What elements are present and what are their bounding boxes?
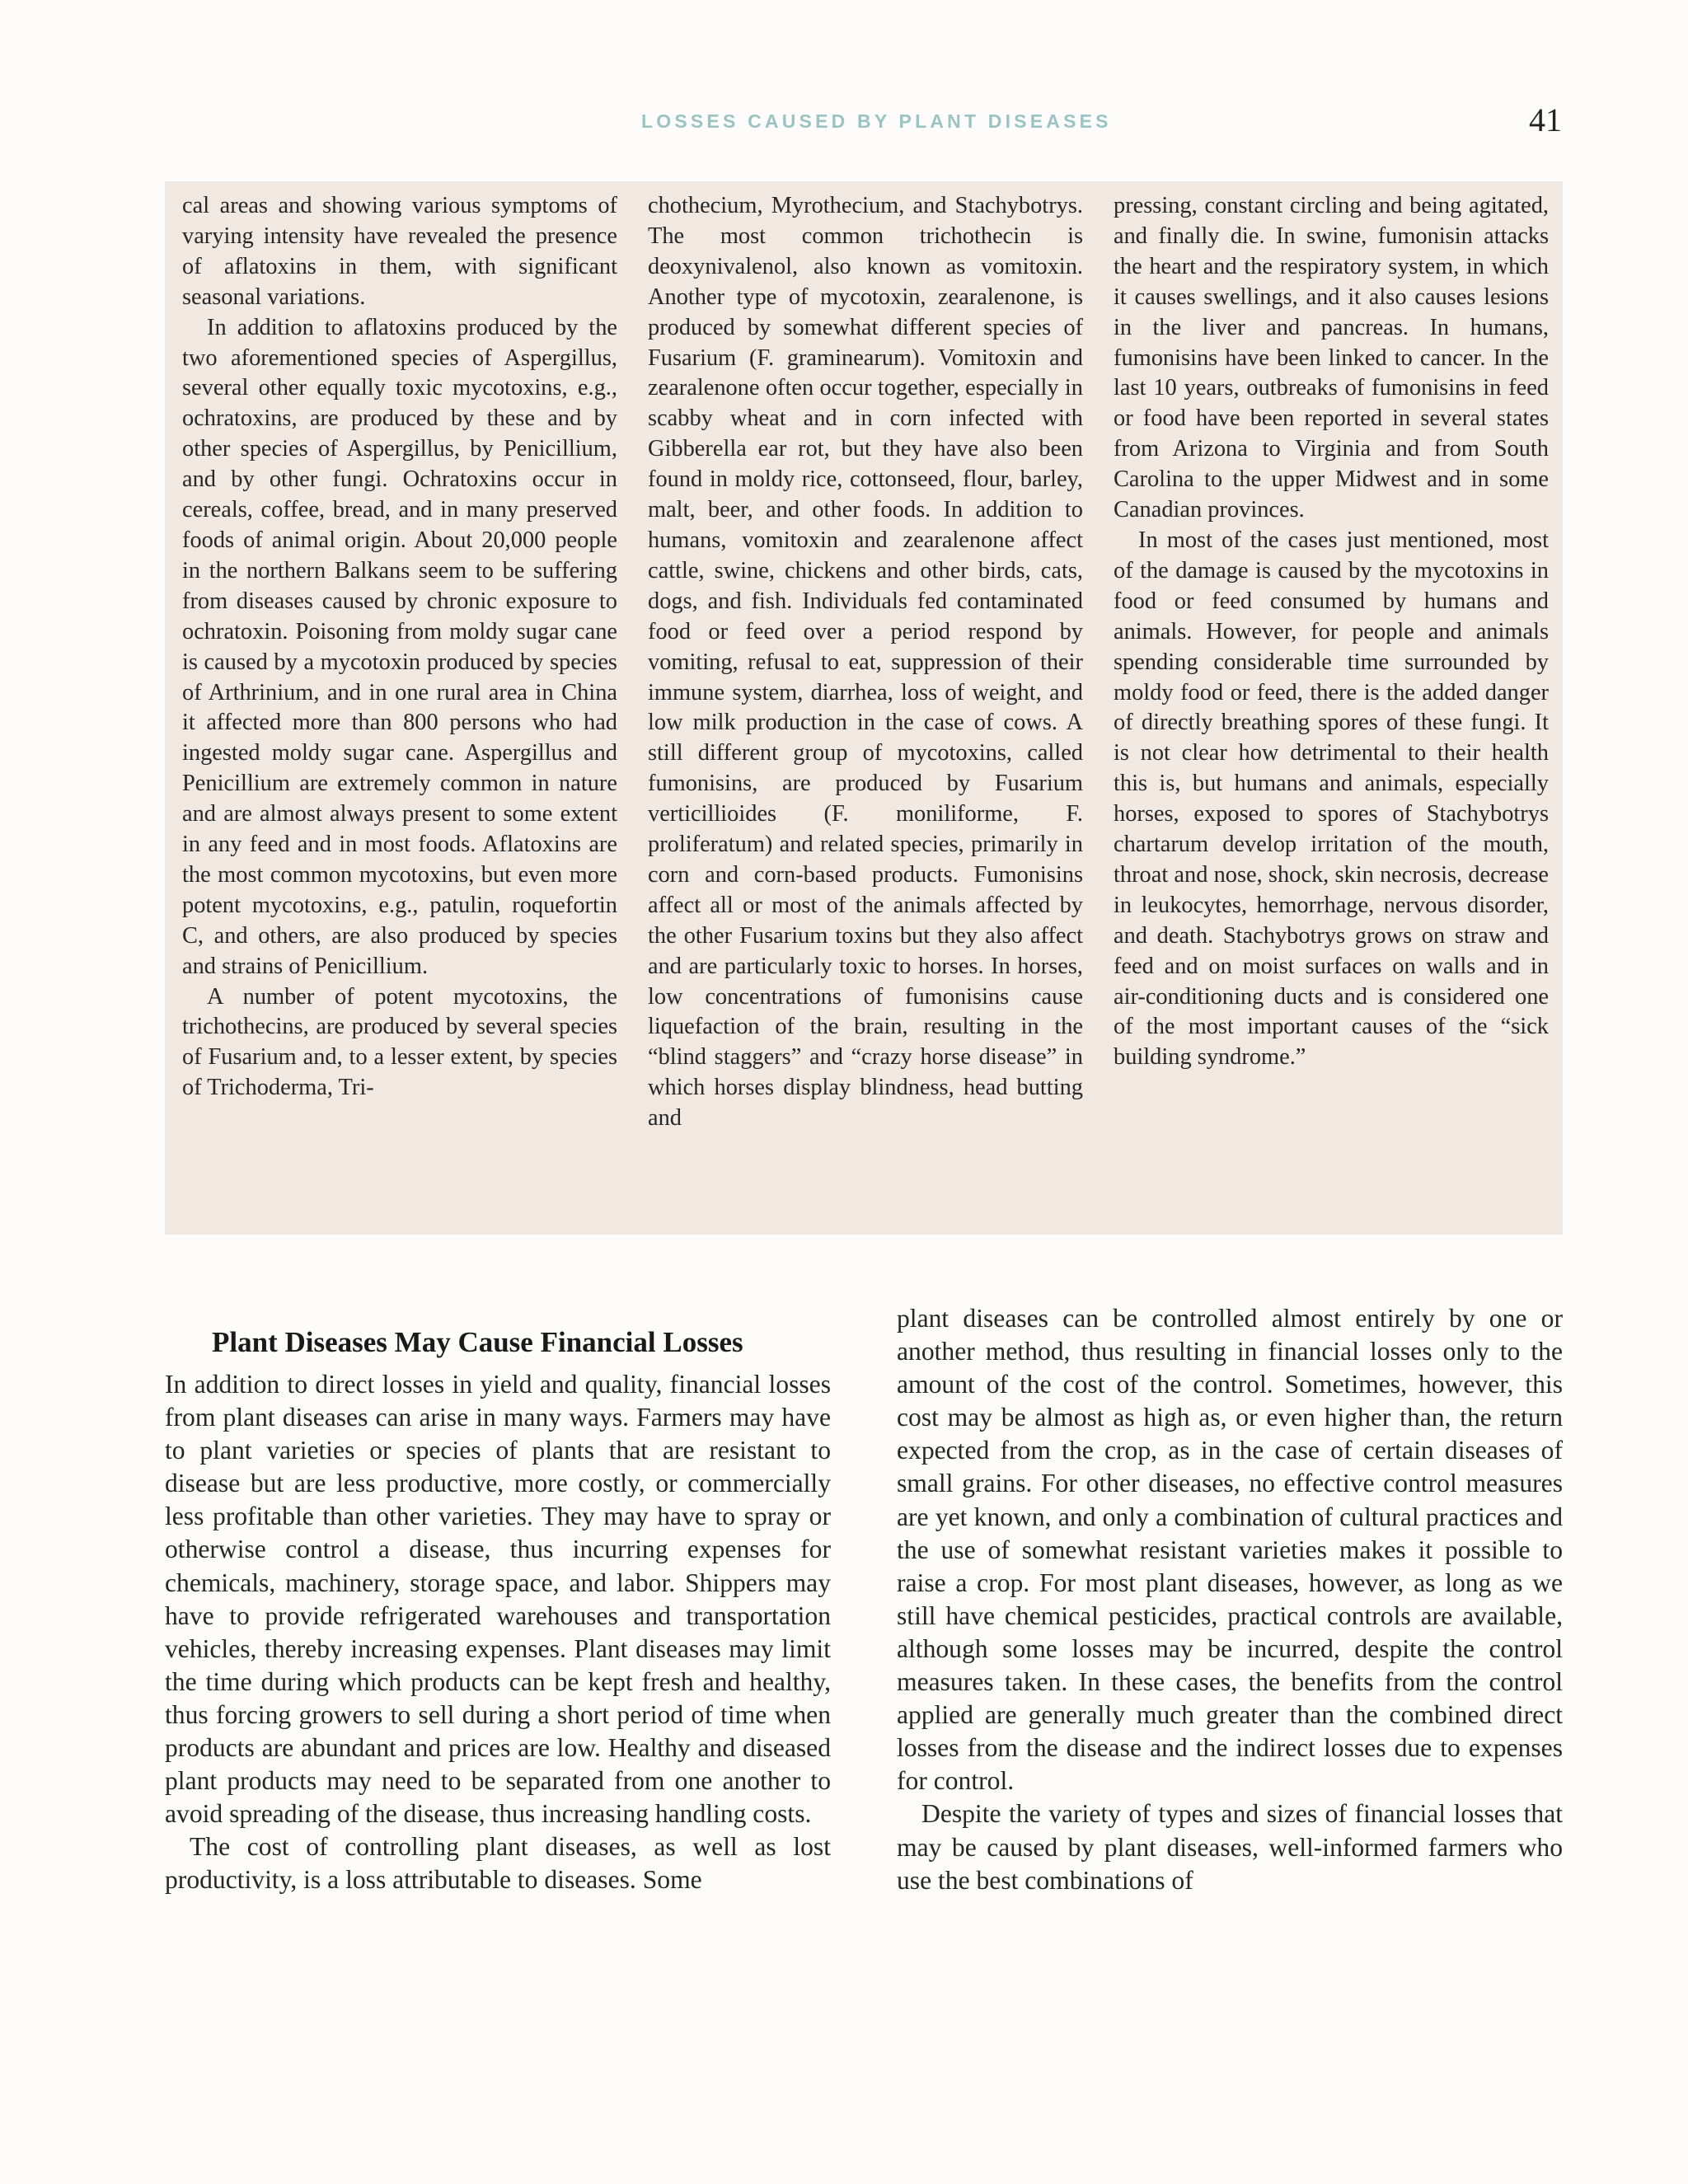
paragraph: In addition to direct losses in yield and quality, financial losses from plant diseases can arise in many ways. Farmers may have to plant varieties or species of plants that are resistant to disease but are less productive, more costly, or commercially less profitable than other varieties. They may have to spray or otherwise control a disease, thus incurring expenses for chemicals, machinery, storage space, and labor. Shippers may have to provide refrigerated warehouses and transportation vehicles, thereby increasing expenses. Plant diseases may limit the time during which products can be kept fresh and healthy, thus forcing growers to sell during a short period of time when products are abundant and prices are low. Healthy and diseased plant products may need to be separated from one another to avoid spreading of the disease, thus increasing handling costs. (165, 1370, 831, 1829)
section-heading: Plant Diseases May Cause Financial Losses (212, 1326, 743, 1359)
paragraph: Despite the variety of types and sizes of financial losses that may be caused by plant diseases, well-informed farmers who use the best combinations of (897, 1799, 1563, 1895)
paragraph: The cost of controlling plant diseases, as well as lost productivity, is a loss attributable to diseases. Some (165, 1832, 831, 1895)
paragraph: plant diseases can be controlled almost entirely by one or another method, thus resulting in financial losses only to the amount of the cost of the control. Sometimes, however, this cost may be almost as high as, or even higher than, the return expected from the crop, as in the case of certain diseases of small grains. For other diseases, no effective control measures are yet known, and only a combination of cultural practices and the use of somewhat resistant varieties makes it possible to raise a crop. For most plant diseases, however, as long as we still have chemical pesticides, practical controls are available, although some losses may be incurred, despite the control measures taken. In these cases, the benefits from the control applied are generally much greater than the combined direct losses from the disease and the indirect losses due to expenses for control. (897, 1304, 1563, 1796)
paragraph: pressing, constant circling and being agitated, and finally die. In swine, fumonisin attacks the heart and the respiratory system, in which it causes swellings, and it also causes lesions in the liver and pancreas. In humans, fumonisins have been linked to cancer. In the last 10 years, outbreaks of fumonisins in feed or food have been reported in several states from Arizona to Virginia and from South Carolina to the upper Midwest and in some Canadian provinces. (1114, 193, 1549, 523)
paragraph: In addition to aflatoxins produced by the two aforementioned species of Aspergillus, several other equally toxic mycotoxins, e.g., ochratoxins, are produced by these and by other species of Aspergillus, by Penicillium, and by other fungi. Ochratoxins occur in cereals, coffee, bread, and in many preserved foods of animal origin. About 20,000 people in the northern Balkans seem to be suffering from diseases caused by chronic exposure to ochratoxin. Poisoning from moldy sugar cane is caused by a mycotoxin produced by species of Arthrinium, and in one rural area in China it affected more than 800 persons who had ingested moldy sugar cane. Aspergillus and Penicillium are extremely common in nature and are almost always present to some extent in any feed and in most foods. Aflatoxins are the most common mycotoxins, but even more potent mycotoxins, e.g., patulin, roquefortin C, and others, are also produced by species and strains of Penicillium. (182, 314, 617, 979)
mycotoxin-sidebar-box (165, 181, 1563, 1235)
box-column-2 (648, 191, 1083, 1134)
paragraph: In most of the cases just mentioned, most of the damage is caused by the mycotoxins in food or feed consumed by humans and animals. However, for people and animals spending considerable time surrounded by moldy food or feed, there is the added danger of directly breathing spores of these fungi. It is not clear how detrimental to their health this is, but humans and animals, especially horses, exposed to spores of Stachybotrys chartarum develop irritation of the mouth, throat and nose, shock, skin necrosis, decrease in leukocytes, hemorrhage, nervous disorder, and death. Stachybotrys grows on straw and feed and on moist surfaces on walls and in air-conditioning ducts and is considered one of the most important causes of the “sick building syndrome.” (1114, 527, 1549, 1071)
paragraph: A number of potent mycotoxins, the trichothecins, are produced by several species of Fusarium and, to a lesser extent, by species of Trichoderma, Tri- (182, 983, 617, 1101)
running-title: LOSSES CAUSED BY PLANT DISEASES (641, 110, 1112, 132)
paragraph: chothecium, Myrothecium, and Stachybotrys. The most common trichothecin is deoxynivalenol, also known as vomitoxin. Another type of mycotoxin, zearalenone, is produced by somewhat different species of Fusarium (F. graminearum). Vomitoxin and zearalenone often occur together, especially in scabby wheat and in corn infected with Gibberella ear rot, but they have also been found in moldy rice, cottonseed, flour, barley, malt, beer, and other foods. In addition to humans, vomitoxin and zearalenone affect cattle, swine, chickens and other birds, cats, dogs, and fish. Individuals fed contaminated food or feed over a period respond by vomiting, refusal to eat, suppression of their immune system, diarrhea, loss of weight, and low milk production in the case of cows. A still different group of mycotoxins, called fumonisins, are produced by Fusarium verticillioides (F. moniliforme, F. proliferatum) and related species, primarily in corn and corn-based products. Fumonisins affect all or most of the animals affected by the other Fusarium toxins but they also affect and are particularly toxic to horses. In horses, low concentrations of fumonisins cause liquefaction of the brain, resulting in the “blind staggers” and “crazy horse disease” in which horses display blindness, head butting and (648, 193, 1083, 1132)
paragraph: cal areas and showing various symptoms of varying intensity have revealed the presence of aflatoxins in them, with significant seasonal variations. (182, 193, 617, 310)
box-column-1 (182, 191, 617, 1104)
main-column-left (165, 1368, 831, 1897)
page-number: 41 (1529, 101, 1562, 138)
running-head (0, 101, 1688, 142)
box-column-3 (1114, 191, 1549, 1073)
main-column-right (897, 1302, 1563, 1897)
